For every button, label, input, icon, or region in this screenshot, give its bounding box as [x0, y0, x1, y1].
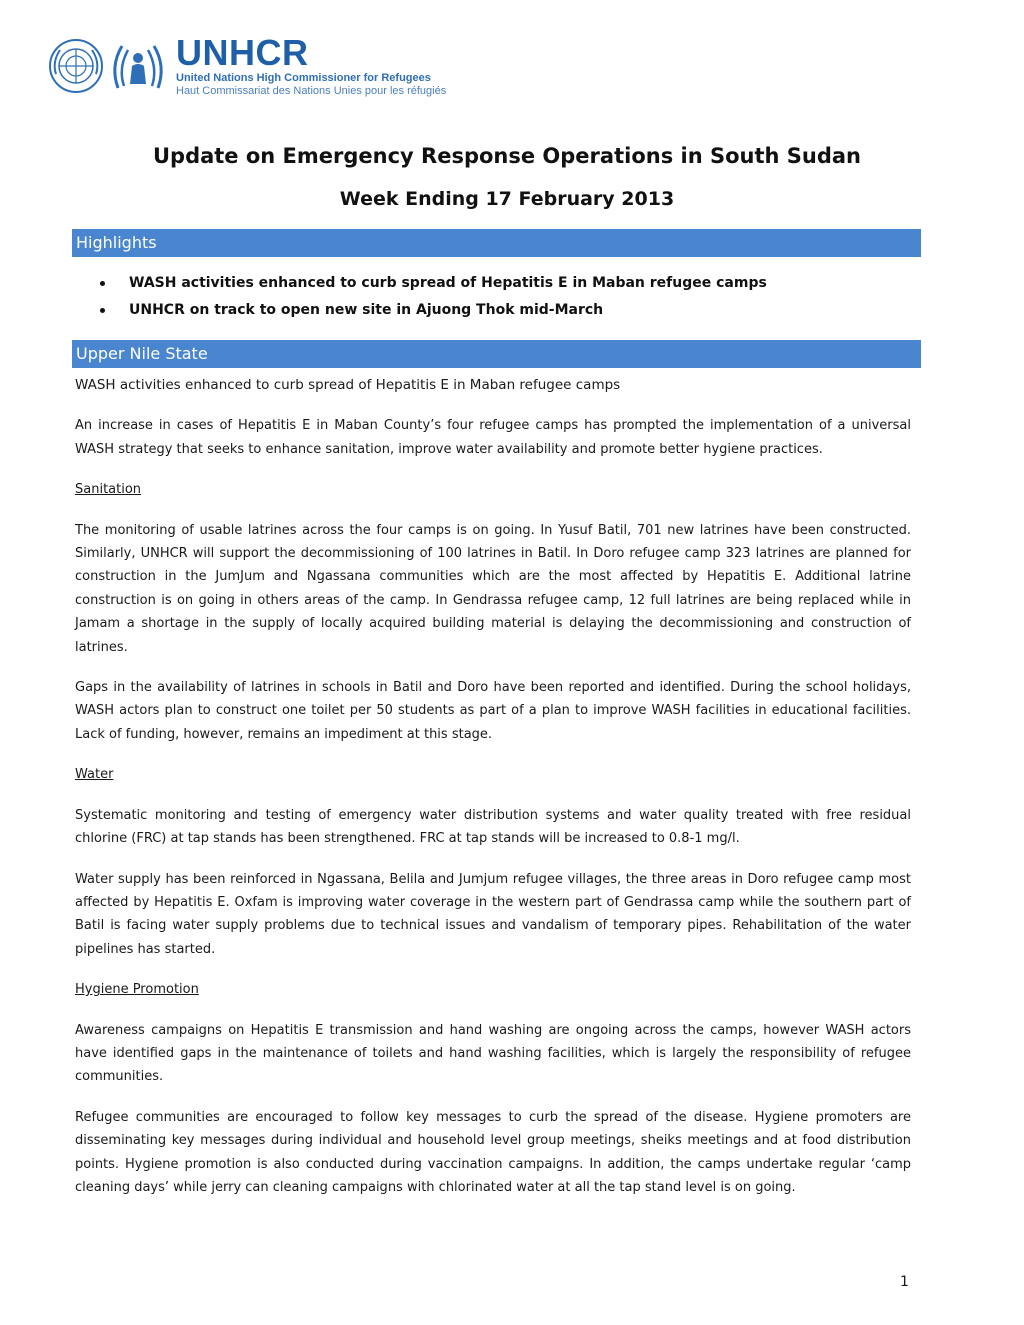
highlight-item [96, 272, 767, 299]
header-logo [48, 34, 446, 98]
un-emblem-icon [48, 38, 104, 94]
bullet-icon [100, 281, 105, 286]
hygiene-paragraph: Refugee communities are encouraged to follow key messages to curb the spread of the disease. Hygiene promoters are disseminating key messages during individual and household level group meetings, sheiks meetings and at food distribution points. Hygiene promotion is also conducted during vaccination campaigns. In addition, the camps undertake regular ‘camp cleaning days’ while jerry can cleaning campaigns with chlorinated water at all the tap stand level is on going. [75, 1109, 911, 1195]
section-heading-upper-nile: Upper Nile State [72, 340, 921, 368]
logo-text [176, 32, 447, 97]
intro-paragraph: An increase in cases of Hepatitis E in Maban County’s four refugee camps has prompted the implementation of a universal WASH strategy that seeks to enhance sanitation, improve water availability and promote better hygiene practices. [75, 418, 911, 457]
unhcr-emblem-icon [108, 36, 168, 96]
hygiene-paragraph: Awareness campaigns on Hepatitis E transmission and hand washing are ongoing across the camps, however WASH actors have identified gaps in the maintenance of toilets and hand washing facilities, which is largely the responsibility of refugee communities. [75, 1022, 911, 1085]
page-number: 1 [900, 1274, 909, 1290]
highlights-list [96, 272, 767, 326]
highlight-text: UNHCR on track to open new site in Ajuong Thok mid-March [129, 302, 604, 318]
highlight-text: WASH activities enhanced to curb spread of Hepatitis E in Maban refugee camps [129, 275, 767, 291]
highlight-item [96, 299, 767, 326]
bullet-icon [100, 308, 105, 313]
subheading-water: Water [75, 767, 114, 783]
sanitation-paragraph: The monitoring of usable latrines across the four camps is on going. In Yusuf Batil, 701 new latrines have been constructed. Similarly, UNHCR will support the decommissioning of 100 latrines in Batil. In Doro refugee camp 323 latrines are planned for construction in the JumJum and Ngassana communities which are the most affected by Hepatitis E. Additional latrine construction is on going in others areas of the camp. In Gendrassa refugee camp, 12 full latrines are being replaced while in Jamam a shortage in the supply of locally acquired building material is delaying the decommissioning and construction of latrines. [75, 522, 911, 655]
subheading-sanitation: Sanitation [75, 482, 142, 498]
sanitation-paragraph: Gaps in the availability of latrines in schools in Batil and Doro have been reported and identified. During the school holidays, WASH actors plan to construct one toilet per 50 students as part of a plan to improve WASH facilities in educational facilities. Lack of funding, however, remains an impediment at this stage. [75, 680, 911, 742]
logo-subtitle-fr: Haut Commissariat des Nations Unies pour les réfugiés [176, 85, 447, 97]
page-subtitle: Week Ending 17 February 2013 [339, 188, 675, 210]
water-paragraph: Systematic monitoring and testing of emergency water distribution systems and water quality treated with free residual chlorine (FRC) at tap stands has been strengthened. FRC at tap stands will be increased to 0.8-1 mg/l. [75, 807, 911, 847]
page-title: Update on Emergency Response Operations in South Sudan [152, 144, 861, 168]
logo-name: UNHCR [176, 32, 309, 73]
section-heading-highlights: Highlights [72, 229, 921, 257]
water-paragraph: Water supply has been reinforced in Ngassana, Belila and Jumjum refugee villages, the three areas in Doro refugee camp most affected by Hepatitis E. Oxfam is improving water coverage in the western part of Gendrassa camp while the southern part of Batil is facing water supply problems due to technical issues and vandalism of temporary pipes. Rehabilitation of the water pipelines has started. [75, 871, 911, 957]
subheading-hygiene: Hygiene Promotion [75, 982, 199, 998]
upper-nile-content [75, 374, 911, 1216]
logo-subtitle-en: United Nations High Commissioner for Refugees [176, 72, 431, 84]
section-lead: WASH activities enhanced to curb spread of Hepatitis E in Maban refugee camps [75, 377, 621, 393]
